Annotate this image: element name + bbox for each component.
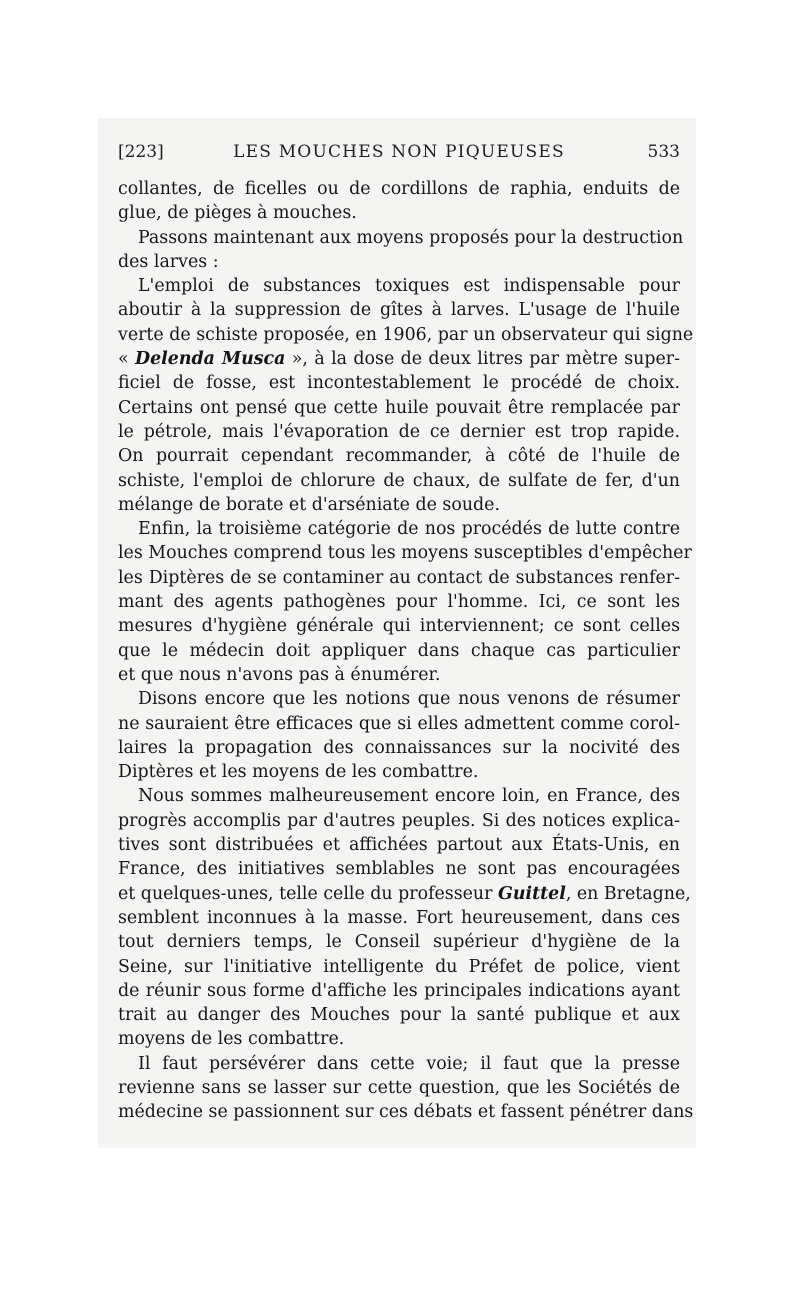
text-line: France, des initiatives semblables ne sont pas encouragées (118, 859, 680, 880)
text-line: de réunir sous forme d'affiche les principales indications ayant (118, 980, 680, 1001)
text-line: schiste, l'emploi de chlorure de chaux, de sulfate de fer, d'un (118, 470, 680, 491)
text-line (118, 882, 691, 906)
text-line: le pétrole, mais l'évaporation de ce dernier est trop rapide. (118, 421, 680, 442)
running-title: LES MOUCHES NON PIQUEUSES (233, 142, 565, 162)
text-line: glue, de pièges à mouches. (118, 203, 357, 224)
text-line: tives sont distribuées et affichées partout aux États-Unis, en (118, 835, 680, 856)
text-line: des larves : (118, 251, 219, 272)
text-line: ne sauraient être efficaces que si elles admettent comme corol- (118, 713, 680, 734)
text-line: Diptères et les moyens de les combattre. (118, 762, 479, 783)
italic-name: Guittel (497, 883, 566, 904)
text-line: et que nous n'avons pas à énumérer. (118, 664, 441, 685)
text-line: semblent inconnues à la masse. Fort heureusement, dans ces (118, 907, 680, 928)
text-line: mant des agents pathogènes pour l'homme. Ici, ce sont les (118, 592, 680, 613)
text-segment: « (118, 349, 136, 370)
text-segment: », à la dose de deux litres par mètre super- (285, 349, 680, 370)
text-line: Nous sommes malheureusement encore loin, en France, des (138, 786, 680, 807)
text-segment: , en Bretagne, (565, 883, 691, 904)
text-segment: et quelques-unes, telle celle du professeur (118, 883, 498, 904)
italic-name: Delenda Musca (135, 349, 286, 370)
book-page (98, 118, 696, 1148)
text-line: Passons maintenant aux moyens proposés pour la destruction (138, 227, 684, 248)
text-line: médecine se passionnent sur ces débats et fassent pénétrer dans (118, 1102, 694, 1123)
text-line: progrès accomplis par d'autres peuples. Si des notices explica- (118, 810, 680, 831)
page-number: 533 (647, 142, 680, 162)
text-line (118, 347, 680, 371)
text-line: mélange de borate et d'arséniate de soude. (118, 494, 500, 515)
text-line: L'emploi de substances toxiques est indispensable pour (138, 276, 680, 297)
body-text (118, 177, 694, 1125)
text-line: tout derniers temps, le Conseil supérieur d'hygiène de la (118, 932, 680, 953)
text-line: laires la propagation des connaissances sur la nocivité des (118, 737, 680, 758)
text-line: verte de schiste proposée, en 1906, par un observateur qui signe (118, 324, 694, 345)
text-line: trait au danger des Mouches pour la santé publique et aux (118, 1005, 680, 1026)
text-line: les Diptères de se contaminer au contact de substances renfer- (118, 567, 680, 588)
text-line: Disons encore que les notions que nous venons de résumer (138, 689, 680, 710)
text-line: collantes, de ficelles ou de cordillons de raphia, enduits de (118, 179, 680, 199)
text-line: ficiel de fosse, est incontestablement le procédé de choix. (118, 373, 680, 394)
text-line: revienne sans se lasser sur cette question, que les Sociétés de (118, 1077, 680, 1098)
text-line: mesures d'hygiène générale qui interviennent; ce sont celles (118, 616, 680, 637)
text-line: les Mouches comprend tous les moyens susceptibles d'empêcher (118, 543, 692, 564)
text-line: Il faut persévérer dans cette voie; il faut que la presse (138, 1053, 680, 1074)
text-line: Certains ont pensé que cette huile pouvait être remplacée par (118, 397, 680, 418)
text-line: aboutir à la suppression de gîtes à larves. L'usage de l'huile (118, 300, 680, 321)
text-line: moyens de les combattre. (118, 1029, 345, 1050)
text-line: On pourrait cependant recommander, à côté de l'huile de (118, 446, 680, 467)
bracketed-page-number: [223] (118, 142, 164, 162)
running-header (118, 142, 680, 168)
text-line: Enfin, la troisième catégorie de nos procédés de lutte contre (138, 519, 680, 540)
text-line: que le médecin doit appliquer dans chaque cas particulier (118, 640, 680, 661)
text-line: Seine, sur l'initiative intelligente du Préfet de police, vient (118, 956, 680, 977)
